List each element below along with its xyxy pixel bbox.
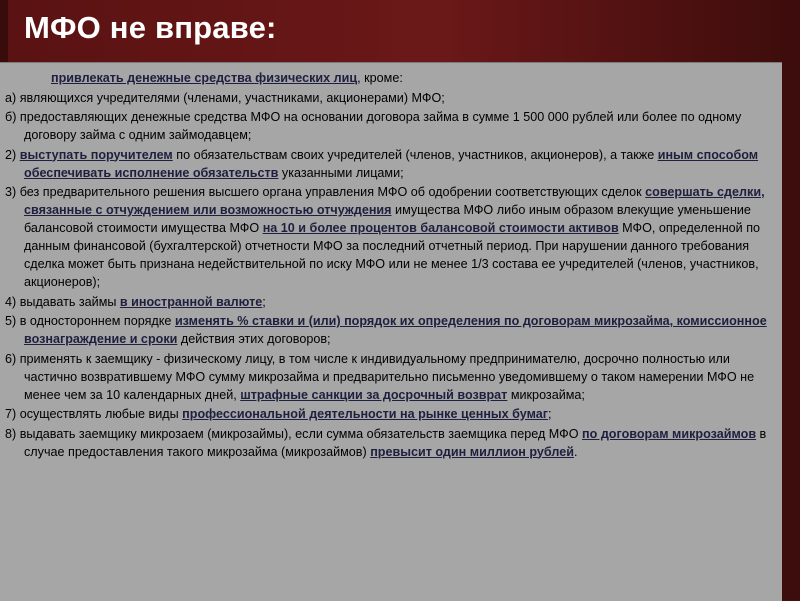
text-segment: 6) применять к заемщику - физическому лицу, в том числе к индивидуальному предпринимателю, досрочно полностью или частично возвратившему МФО сумму микрозайма и предварительно письменно уведомившему о таком намерении МФО не менее чем за 10 календарных дней, [5,351,755,402]
list-item-a [5,89,775,107]
text-segment: имущества МФО либо иным образом влекущие уменьшение балансовой стоимости имущества МФО [24,203,751,235]
highlighted-text: иным способом обеспечивать исполнение обязательств [24,147,759,180]
list-item-7 [5,405,775,423]
highlighted-text: изменять % ставки и (или) порядок их определения по договорам микрозайма, комиссионное вознаграждение и сроки [24,314,767,346]
highlighted-text: совершать сделки, связанные с отчуждением или возможностью отчуждения [24,185,765,217]
text-segment: микрозайма; [507,387,585,402]
text-segment: в случае предоставления такого микрозайма (микрозаймов) [24,426,767,459]
content-panel [0,62,782,601]
text-segment: МФО, определенной по данным финансовой (бухгалтерской) отчетности МФО за последний отчетный период. При нарушении данного требования сделка может быть признана недействительной по иску МФО или не менее 1/3 состава ее учредителей (членов, участников, акционеров); [24,221,761,289]
list-item-b [5,108,775,144]
text-segment: ; [262,294,266,309]
content-body [5,69,775,462]
highlighted-text: привлекать денежные средства физических лиц [51,71,358,85]
highlighted-text: по договорам микрозаймов [582,426,757,441]
text-segment: , кроме: [357,71,403,85]
highlighted-text: в иностранной валюте [119,294,263,309]
text-segment: 3) без предварительного решения высшего органа управления МФО об одобрении соответствующих сделок [5,185,646,199]
list-item-6 [5,350,775,404]
text-segment: а) являющихся учредителями (членами, участниками, акционерами) МФО; [5,90,445,105]
highlighted-text: превысит один миллион рублей [370,444,574,459]
text-segment: 2) [5,147,20,162]
slide-title: МФО не вправе: [24,10,277,45]
list-item-5 [5,312,775,348]
list-item-4 [5,293,775,311]
list-item-3 [5,183,775,291]
list-item-2 [5,146,775,182]
text-segment: 5) в одностороннем порядке [5,314,175,328]
highlighted-text: профессиональной деятельности на рынке ценных бумаг [182,407,549,421]
text-segment: . [573,444,578,459]
intro-line [5,69,775,87]
text-segment: ; [548,407,552,421]
right-border [782,62,800,600]
text-segment: 4) выдавать займы [5,294,120,309]
highlighted-text: выступать поручителем [19,147,173,162]
text-segment: 8) выдавать заемщику микрозаем (микрозаймы), если сумма обязательств заемщика перед МФО [5,426,583,441]
highlighted-text: штрафные санкции за досрочный возврат [240,387,508,402]
list-item-8 [5,425,775,461]
text-segment: указанными лицами; [278,165,404,180]
text-segment: 7) осуществлять любые виды [5,407,183,421]
highlighted-text: на 10 и более процентов балансовой стоимости активов [262,221,619,235]
text-segment: действия этих договоров; [177,332,331,346]
text-segment: по обязательствам своих учредителей (членов, участников, акционеров), а также [172,147,658,162]
text-segment: б) предоставляющих денежные средства МФО на основании договора займа в сумме 1 500 000 рублей или более по одному договору займа с одним займодавцем; [5,110,742,142]
